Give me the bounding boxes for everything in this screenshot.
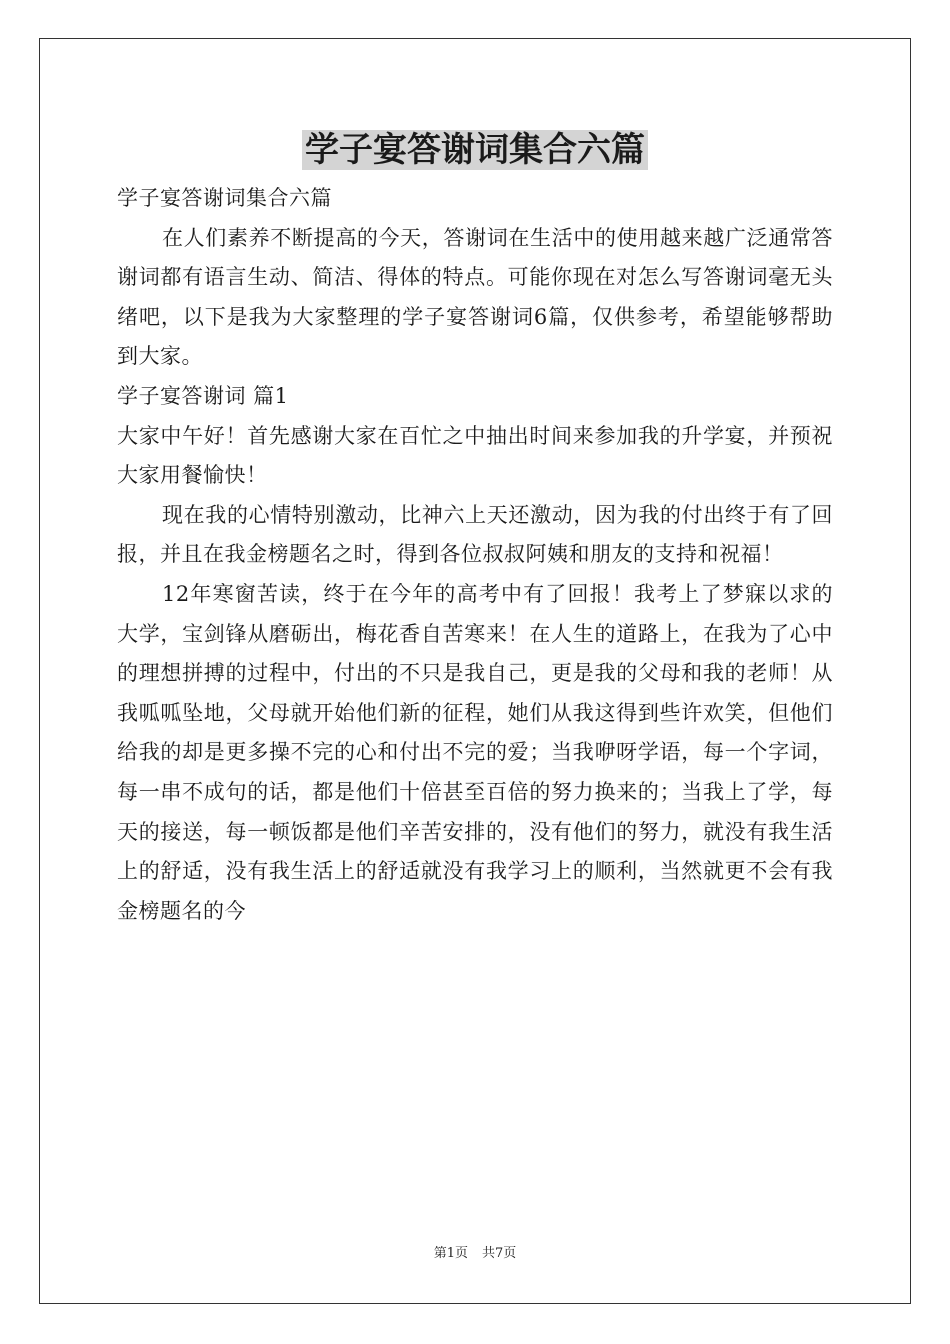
paragraph-gratitude: 12年寒窗苦读，终于在今年的高考中有了回报！我考上了梦寐以求的大学，宝剑锋从磨砺出，梅花香自苦寒来！在人生的道路上，在我为了心中的理想拼搏的过程中，付出的不只是我自己，更是我的父母和我的老师！从我呱呱坠地，父母就开始他们新的征程，她们从我这得到些许欢笑，但他们给我的却是更多操不完的心和付出不完的爱；当我咿呀学语，每一个字词，每一串不成句的话，都是他们十倍甚至百倍的努力换来的；当我上了学，每天的接送，每一顿饭都是他们辛苦安排的，没有他们的努力，就没有我生活上的舒适，没有我生活上的舒适就没有我学习上的顺利，当然就更不会有我金榜题名的今 — [117, 581, 833, 923]
document-title — [0, 127, 950, 173]
paragraph-intro: 在人们素养不断提高的今天，答谢词在生活中的使用越来越广泛通常答谢词都有语言生动、简洁、得体的特点。可能你现在对怎么写答谢词毫无头绪吧，以下是我为大家整理的学子宴答谢词6篇，仅供参考，希望能够帮助到大家。 — [117, 225, 833, 369]
document-body — [117, 179, 833, 931]
paragraph-greeting: 大家中午好！首先感谢大家在百忙之中抽出时间来参加我的升学宴，并预祝大家用餐愉快！ — [117, 423, 833, 488]
page-footer — [0, 1245, 950, 1263]
paragraph-feelings: 现在我的心情特别激动，比神六上天还激动，因为我的付出终于有了回报，并且在我金榜题名之时，得到各位叔叔阿姨和朋友的支持和祝福！ — [117, 502, 833, 567]
page-number: 第1页 — [433, 1246, 468, 1261]
page-total: 共7页 — [482, 1246, 517, 1261]
document-title-text: 学子宴答谢词集合六篇 — [302, 130, 648, 170]
section-heading: 学子宴答谢词 篇1 — [117, 383, 289, 408]
paragraph-subtitle: 学子宴答谢词集合六篇 — [117, 186, 332, 210]
